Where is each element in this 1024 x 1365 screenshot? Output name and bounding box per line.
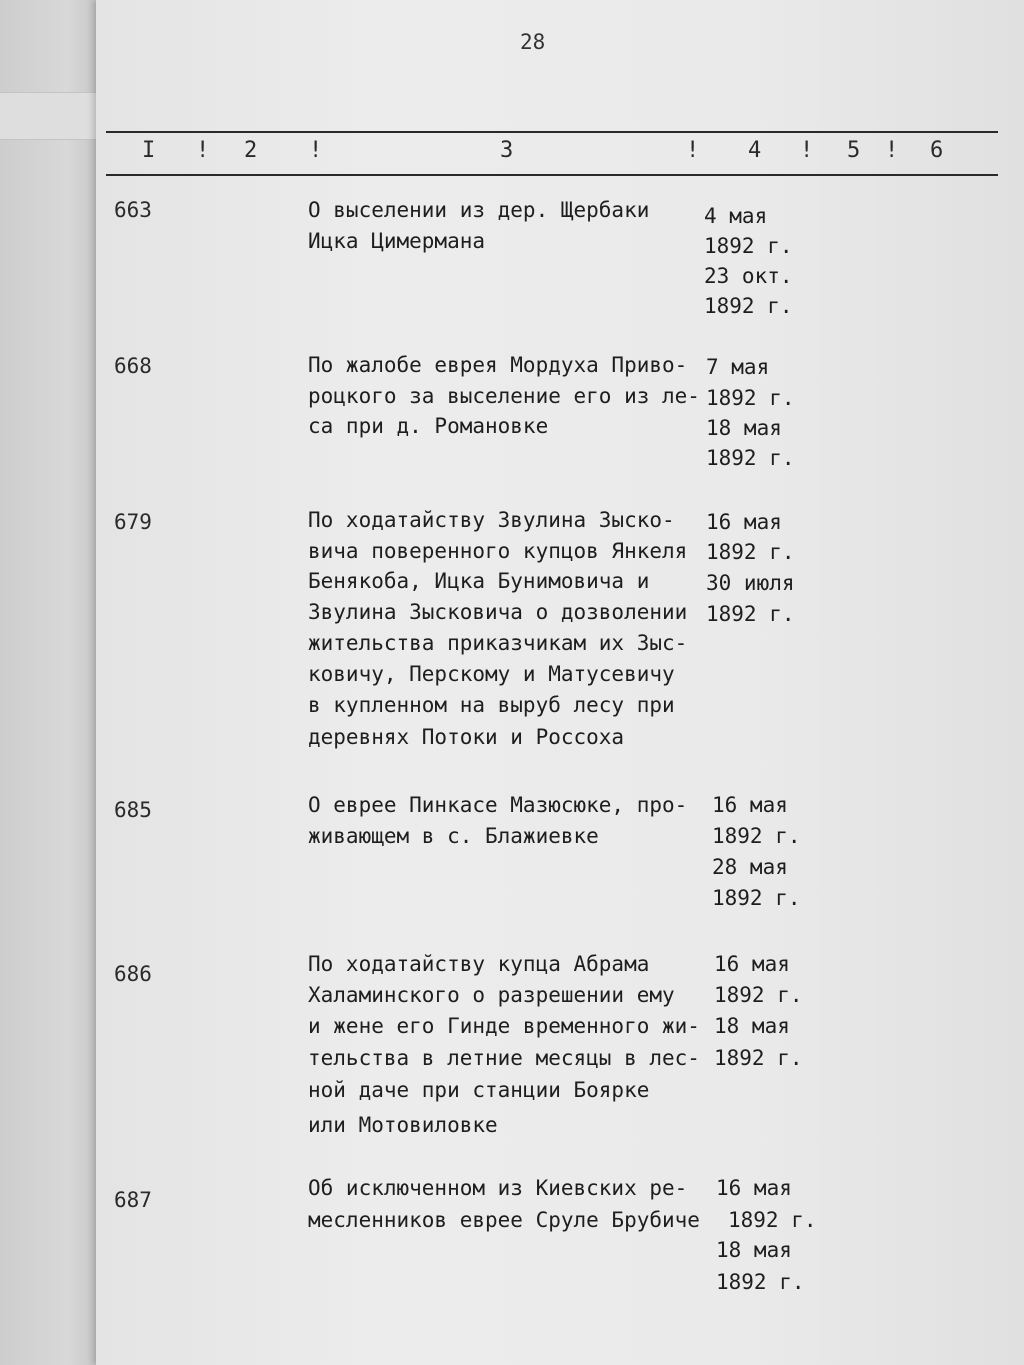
entry-description-line: жительства приказчикам их Зыс- bbox=[308, 631, 688, 655]
entry-date-end-year: 1892 г. bbox=[714, 1046, 803, 1070]
entry-description-line: роцкого за выселение его из ле- bbox=[308, 384, 700, 408]
entry-description-line: в купленном на выруб лесу при bbox=[308, 693, 675, 717]
page-number: 28 bbox=[520, 30, 546, 54]
entry-date-start: 4 мая bbox=[704, 204, 768, 228]
entry-description-line: месленников еврее Сруле Брубиче bbox=[308, 1208, 700, 1232]
entry-date-start: 16 мая bbox=[706, 510, 782, 534]
entry-description-line: вича поверенного купцов Янкеля bbox=[308, 539, 688, 563]
entry-date-end-year: 1892 г. bbox=[716, 1270, 805, 1294]
entry-number: 685 bbox=[114, 798, 152, 822]
column-header-2: 2 bbox=[244, 138, 258, 163]
entry-date-start-year: 1892 г. bbox=[712, 824, 801, 848]
entry-date-start-year: 1892 г. bbox=[714, 983, 803, 1007]
entry-date-end: 23 окт. bbox=[704, 264, 793, 288]
column-separator: ! bbox=[309, 138, 323, 163]
adjacent-page-edge bbox=[0, 0, 96, 1365]
entry-description-line: живающем в с. Блажиевке bbox=[308, 824, 599, 848]
entry-number: 668 bbox=[114, 354, 152, 378]
entry-date-end: 28 мая bbox=[712, 855, 788, 879]
entry-description-line: Об исключенном из Киевских ре- bbox=[308, 1176, 688, 1200]
entry-date-start: 16 мая bbox=[712, 793, 788, 817]
entry-description-line: Ицка Цимермана bbox=[308, 229, 486, 253]
column-header-3: 3 bbox=[500, 138, 514, 163]
entry-number: 687 bbox=[114, 1188, 152, 1212]
entry-date-end-year: 1892 г. bbox=[706, 602, 795, 626]
entry-description-line: ковичу, Перскому и Матусевичу bbox=[308, 662, 675, 686]
entry-description-line: ной даче при станции Боярке bbox=[308, 1078, 650, 1102]
entry-date-start-year: 1892 г. bbox=[728, 1208, 817, 1232]
entry-date-start-year: 1892 г. bbox=[704, 234, 793, 258]
entry-date-end: 18 мая bbox=[716, 1238, 792, 1262]
entry-date-start: 7 мая bbox=[706, 355, 770, 379]
column-header-1: I bbox=[142, 138, 156, 163]
entry-date-start-year: 1892 г. bbox=[706, 540, 795, 564]
page-edge-strip bbox=[0, 92, 96, 140]
entry-date-start: 16 мая bbox=[716, 1176, 792, 1200]
entry-date-end: 30 июля bbox=[706, 571, 795, 595]
entry-date-end-year: 1892 г. bbox=[712, 886, 801, 910]
entry-number: 663 bbox=[114, 198, 152, 222]
entry-description-line: По ходатайству купца Абрама bbox=[308, 952, 650, 976]
entry-description-line: и жене его Гинде временного жи- bbox=[308, 1014, 700, 1038]
entry-description-line: Бенякоба, Ицка Бунимовича и bbox=[308, 569, 650, 593]
column-separator: ! bbox=[196, 138, 210, 163]
header-rule-top bbox=[106, 131, 998, 133]
column-header-4: 4 bbox=[748, 138, 762, 163]
entry-date-end-year: 1892 г. bbox=[704, 294, 793, 318]
entry-description-line: О выселении из дер. Щербаки bbox=[308, 198, 650, 222]
column-separator: ! bbox=[885, 138, 899, 163]
entry-date-end: 18 мая bbox=[706, 416, 782, 440]
entry-date-start-year: 1892 г. bbox=[706, 386, 795, 410]
entry-description-line: О еврее Пинкасе Мазюсюке, про- bbox=[308, 793, 688, 817]
entry-date-start: 16 мая bbox=[714, 952, 790, 976]
entry-description-line: Халаминского о разрешении ему bbox=[308, 983, 675, 1007]
entry-description-line: са при д. Романовке bbox=[308, 414, 549, 438]
column-header-5: 5 bbox=[847, 138, 861, 163]
entry-date-end-year: 1892 г. bbox=[706, 446, 795, 470]
entry-date-end: 18 мая bbox=[714, 1014, 790, 1038]
entry-number: 679 bbox=[114, 510, 152, 534]
entry-description-line: По ходатайству Звулина Зыско- bbox=[308, 508, 675, 532]
entry-description-line: деревнях Потоки и Россоха bbox=[308, 725, 625, 749]
column-separator: ! bbox=[686, 138, 700, 163]
entry-description-line: или Мотовиловке bbox=[308, 1113, 498, 1137]
column-separator: ! bbox=[800, 138, 814, 163]
header-rule-bottom bbox=[106, 174, 998, 176]
entry-description-line: По жалобе еврея Мордуха Приво- bbox=[308, 353, 688, 377]
entry-number: 686 bbox=[114, 962, 152, 986]
column-header-6: 6 bbox=[930, 138, 944, 163]
entry-description-line: Звулина Зысковича о дозволении bbox=[308, 600, 688, 624]
entry-description-line: тельства в летние месяцы в лес- bbox=[308, 1046, 700, 1070]
